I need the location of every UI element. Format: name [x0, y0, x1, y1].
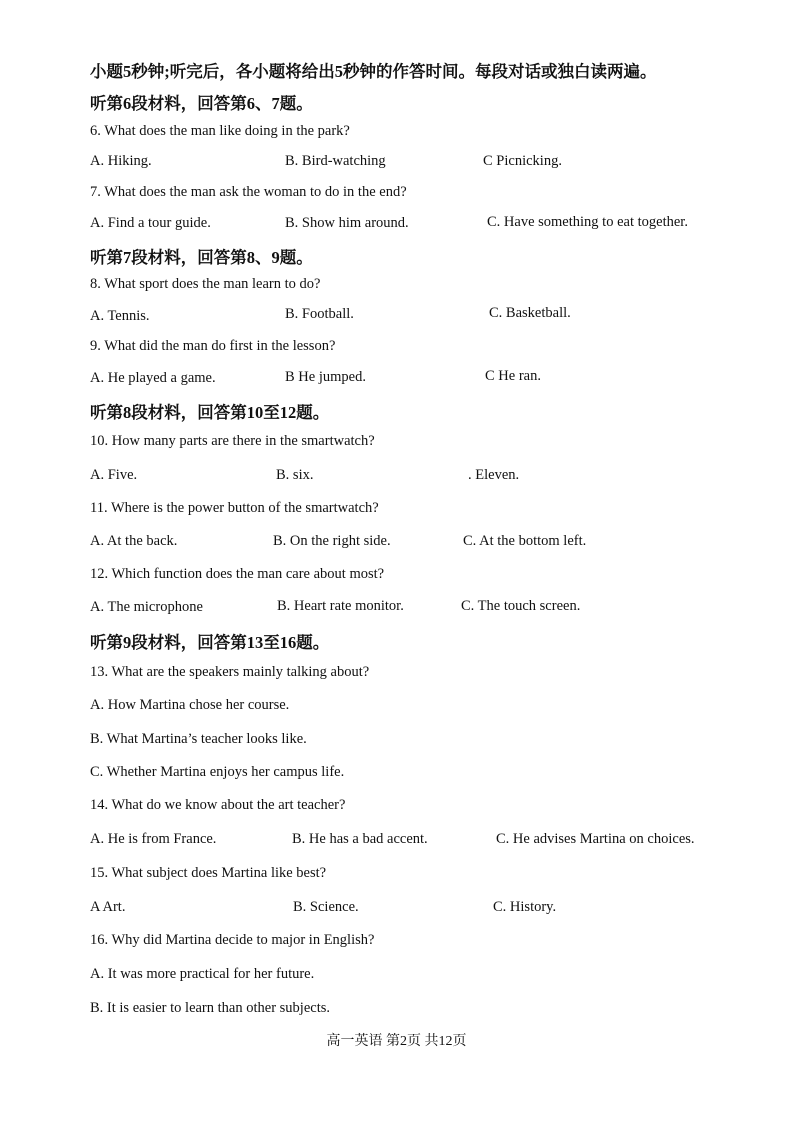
- q15-option-a: A Art.: [90, 899, 126, 915]
- q9-option-a: A. He played a game.: [90, 370, 216, 386]
- q15-option-b: B. Science.: [293, 899, 359, 915]
- question-9-stem: 9. What did the man do first in the lesson?: [90, 338, 336, 354]
- instructions-text: 小题5秒钟;听完后，各小题将给出5秒钟的作答时间。每段对话或独白读两遍。: [90, 62, 657, 81]
- q10-option-a: A. Five.: [90, 467, 138, 483]
- q13-option-c: C. Whether Martina enjoys her campus life.: [90, 764, 345, 780]
- q11-option-a: A. At the back.: [90, 533, 178, 549]
- section-heading-8: 听第8段材料，回答第10至12题。: [90, 403, 330, 422]
- question-15-stem: 15. What subject does Martina like best?: [90, 865, 327, 881]
- q9-option-b: B He jumped.: [285, 369, 366, 385]
- q10-option-b: B. six.: [276, 467, 314, 483]
- q6-option-c: C Picnicking.: [483, 153, 562, 169]
- q14-option-c: C. He advises Martina on choices.: [496, 831, 695, 847]
- q6-option-a: A. Hiking.: [90, 153, 152, 169]
- q12-option-a: A. The microphone: [90, 599, 203, 615]
- q14-option-b: B. He has a bad accent.: [292, 831, 428, 847]
- q7-option-a: A. Find a tour guide.: [90, 215, 211, 231]
- section-heading-9: 听第9段材料，回答第13至16题。: [90, 633, 330, 652]
- q8-option-b: B. Football.: [285, 306, 354, 322]
- section-heading-7: 听第7段材料，回答第8、9题。: [90, 248, 313, 267]
- question-11-stem: 11. Where is the power button of the smartwatch?: [90, 500, 379, 516]
- q13-option-a: A. How Martina chose her course.: [90, 697, 290, 713]
- q12-option-b: B. Heart rate monitor.: [277, 598, 404, 614]
- question-12-stem: 12. Which function does the man care about most?: [90, 566, 385, 582]
- question-16-stem: 16. Why did Martina decide to major in English?: [90, 932, 375, 948]
- question-6-stem: 6. What does the man like doing in the park?: [90, 123, 350, 139]
- q7-option-c: C. Have something to eat together.: [487, 214, 688, 230]
- q10-option-c: . Eleven.: [468, 467, 520, 483]
- question-14-stem: 14. What do we know about the art teacher?: [90, 797, 346, 813]
- question-7-stem: 7. What does the man ask the woman to do in the end?: [90, 184, 407, 200]
- q7-option-b: B. Show him around.: [285, 215, 409, 231]
- q9-option-c: C He ran.: [485, 368, 541, 384]
- q15-option-c: C. History.: [493, 899, 557, 915]
- q11-option-b: B. On the right side.: [273, 533, 391, 549]
- question-13-stem: 13. What are the speakers mainly talking about?: [90, 664, 370, 680]
- q8-option-a: A. Tennis.: [90, 308, 150, 324]
- q14-option-a: A. He is from France.: [90, 831, 217, 847]
- q12-option-c: C. The touch screen.: [461, 598, 581, 614]
- q16-option-b: B. It is easier to learn than other subjects.: [90, 1000, 330, 1016]
- question-10-stem: 10. How many parts are there in the smartwatch?: [90, 433, 375, 449]
- q8-option-c: C. Basketball.: [489, 305, 571, 321]
- section-heading-6: 听第6段材料，回答第6、7题。: [90, 94, 313, 113]
- q13-option-b: B. What Martina’s teacher looks like.: [90, 731, 307, 747]
- q11-option-c: C. At the bottom left.: [463, 533, 587, 549]
- page-footer: 高一英语 第2页 共12页: [326, 1034, 467, 1049]
- q16-option-a: A. It was more practical for her future.: [90, 966, 315, 982]
- q6-option-b: B. Bird-watching: [285, 153, 386, 169]
- question-8-stem: 8. What sport does the man learn to do?: [90, 276, 321, 292]
